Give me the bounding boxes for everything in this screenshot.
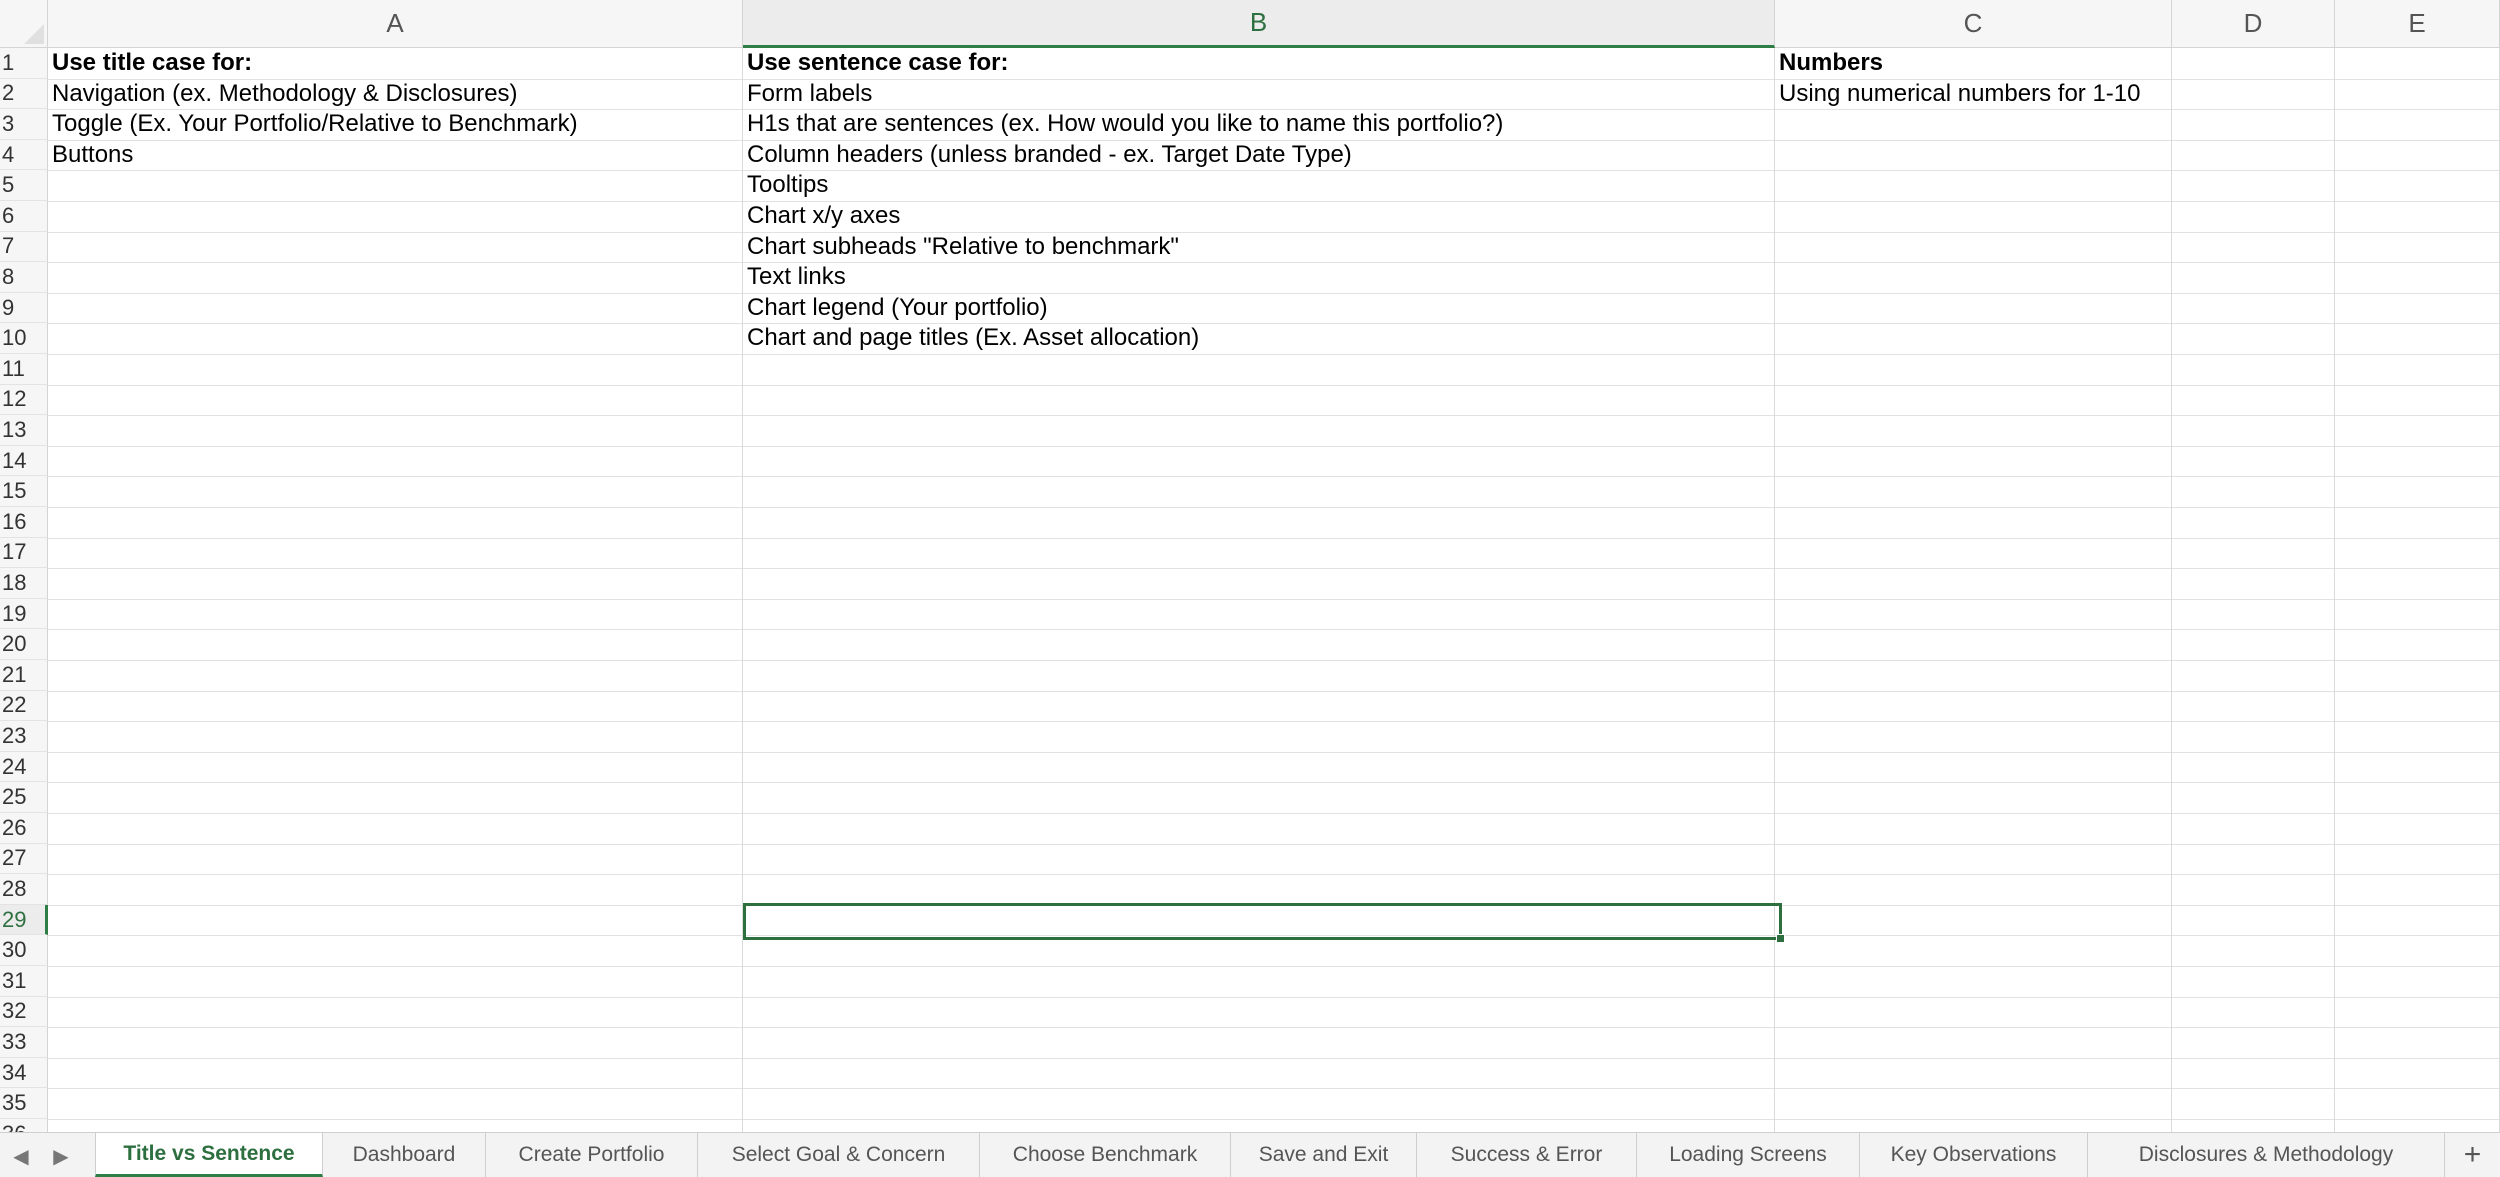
row-header-20[interactable]: 20	[0, 629, 48, 660]
sheet-tab[interactable]: Success & Error	[1417, 1133, 1637, 1177]
cell-c2[interactable]: Using numerical numbers for 1-10	[1779, 79, 2141, 107]
cell-b2[interactable]: Form labels	[747, 79, 873, 107]
row-gridline	[48, 1027, 2500, 1028]
column-header-e[interactable]: E	[2335, 0, 2500, 48]
row-gridline	[48, 538, 2500, 539]
row-header-10[interactable]: 10	[0, 323, 48, 354]
column-gridline	[1774, 48, 1775, 1132]
row-header-34[interactable]: 34	[0, 1058, 48, 1089]
cell-b10[interactable]: Chart and page titles (Ex. Asset allocation)	[747, 324, 1200, 352]
sheet-tab[interactable]: Title vs Sentence	[95, 1133, 323, 1177]
cell-b5[interactable]: Tooltips	[747, 171, 829, 199]
column-header-c[interactable]: C	[1775, 0, 2172, 48]
chevron-right-icon[interactable]: ▶	[53, 1145, 69, 1168]
sheet-tab[interactable]: Key Observations	[1860, 1133, 2088, 1177]
row-gridline	[48, 262, 2500, 263]
row-gridline	[48, 691, 2500, 692]
row-header-35[interactable]: 35	[0, 1088, 48, 1119]
select-all-corner[interactable]	[0, 0, 48, 48]
row-header-29[interactable]: 29	[0, 905, 48, 936]
row-gridline	[48, 507, 2500, 508]
selected-cell-B29[interactable]	[743, 903, 1782, 940]
sheet-tab[interactable]: Disclosures & Methodology	[2088, 1133, 2445, 1177]
sheet-tab[interactable]: Dashboard	[323, 1133, 486, 1177]
row-gridline	[48, 752, 2500, 753]
fill-handle[interactable]	[1776, 934, 1785, 943]
row-header-9[interactable]: 9	[0, 293, 48, 324]
row-gridline	[48, 844, 2500, 845]
row-header-22[interactable]: 22	[0, 691, 48, 722]
row-gridline	[48, 323, 2500, 324]
row-gridline	[48, 568, 2500, 569]
cell-b8[interactable]: Text links	[747, 263, 846, 291]
row-header-12[interactable]: 12	[0, 385, 48, 416]
row-header-5[interactable]: 5	[0, 170, 48, 201]
cell-a4[interactable]: Buttons	[52, 140, 134, 168]
plus-icon[interactable]: +	[2444, 1133, 2500, 1177]
row-gridline	[48, 232, 2500, 233]
row-gridline	[48, 966, 2500, 967]
row-header-24[interactable]: 24	[0, 752, 48, 783]
row-header-3[interactable]: 3	[0, 109, 48, 140]
row-gridline	[48, 813, 2500, 814]
row-header-19[interactable]: 19	[0, 599, 48, 630]
row-header-2[interactable]: 2	[0, 79, 48, 110]
cell-c1[interactable]: Numbers	[1779, 49, 1884, 76]
row-header-15[interactable]: 15	[0, 476, 48, 507]
row-header-26[interactable]: 26	[0, 813, 48, 844]
row-header-1[interactable]: 1	[0, 48, 48, 79]
sheet-tab[interactable]: Loading Screens	[1637, 1133, 1860, 1177]
row-header-8[interactable]: 8	[0, 262, 48, 293]
row-header-13[interactable]: 13	[0, 415, 48, 446]
cell-b9[interactable]: Chart legend (Your portfolio)	[747, 293, 1048, 321]
row-header-33[interactable]: 33	[0, 1027, 48, 1058]
row-gridline	[48, 629, 2500, 630]
chevron-left-icon[interactable]: ◀	[13, 1145, 29, 1168]
cell-b3[interactable]: H1s that are sentences (ex. How would you like to name this portfolio?)	[747, 110, 1504, 138]
row-gridline	[48, 782, 2500, 783]
row-gridline	[48, 201, 2500, 202]
row-gridline	[48, 599, 2500, 600]
row-gridline	[48, 476, 2500, 477]
row-gridline	[48, 446, 2500, 447]
row-header-32[interactable]: 32	[0, 997, 48, 1028]
row-gridline	[48, 415, 2500, 416]
row-gridline	[48, 1119, 2500, 1120]
cell-a2[interactable]: Navigation (ex. Methodology & Disclosures)	[52, 79, 518, 107]
cell-b4[interactable]: Column headers (unless branded - ex. Target Date Type)	[747, 140, 1352, 168]
row-gridline	[48, 354, 2500, 355]
row-gridline	[48, 997, 2500, 998]
row-gridline	[48, 721, 2500, 722]
row-header-6[interactable]: 6	[0, 201, 48, 232]
column-header-b[interactable]: B	[743, 0, 1775, 48]
row-gridline	[48, 1088, 2500, 1089]
cell-b7[interactable]: Chart subheads "Relative to benchmark"	[747, 232, 1179, 260]
row-header-30[interactable]: 30	[0, 935, 48, 966]
row-header-18[interactable]: 18	[0, 568, 48, 599]
column-header-d[interactable]: D	[2172, 0, 2335, 48]
row-header-27[interactable]: 27	[0, 844, 48, 875]
column-gridline	[2171, 48, 2172, 1132]
row-gridline	[48, 874, 2500, 875]
cell-a3[interactable]: Toggle (Ex. Your Portfolio/Relative to Benchmark)	[52, 110, 578, 138]
column-header-a[interactable]: A	[48, 0, 743, 48]
cell-b6[interactable]: Chart x/y axes	[747, 202, 901, 229]
sheet-tab[interactable]: Choose Benchmark	[980, 1133, 1231, 1177]
row-header-31[interactable]: 31	[0, 966, 48, 997]
row-header-28[interactable]: 28	[0, 874, 48, 905]
column-gridline	[2334, 48, 2335, 1132]
cell-b1[interactable]: Use sentence case for:	[747, 49, 1009, 76]
row-gridline	[48, 385, 2500, 386]
sheet-tab[interactable]: Select Goal & Concern	[698, 1133, 980, 1177]
row-gridline	[48, 660, 2500, 661]
row-header-21[interactable]: 21	[0, 660, 48, 691]
row-header-14[interactable]: 14	[0, 446, 48, 477]
row-gridline	[48, 170, 2500, 171]
row-header-11[interactable]: 11	[0, 354, 48, 385]
row-header-16[interactable]: 16	[0, 507, 48, 538]
sheet-tab-bar	[0, 1132, 2500, 1177]
row-header-4[interactable]: 4	[0, 140, 48, 171]
sheet-tab[interactable]: Save and Exit	[1231, 1133, 1417, 1177]
row-gridline	[48, 293, 2500, 294]
cell-a1[interactable]: Use title case for:	[52, 49, 253, 76]
row-header-17[interactable]: 17	[0, 538, 48, 569]
row-header-25[interactable]: 25	[0, 782, 48, 813]
sheet-tab[interactable]: Create Portfolio	[486, 1133, 698, 1177]
row-gridline	[48, 1058, 2500, 1059]
row-header-7[interactable]: 7	[0, 232, 48, 263]
row-header-23[interactable]: 23	[0, 721, 48, 752]
